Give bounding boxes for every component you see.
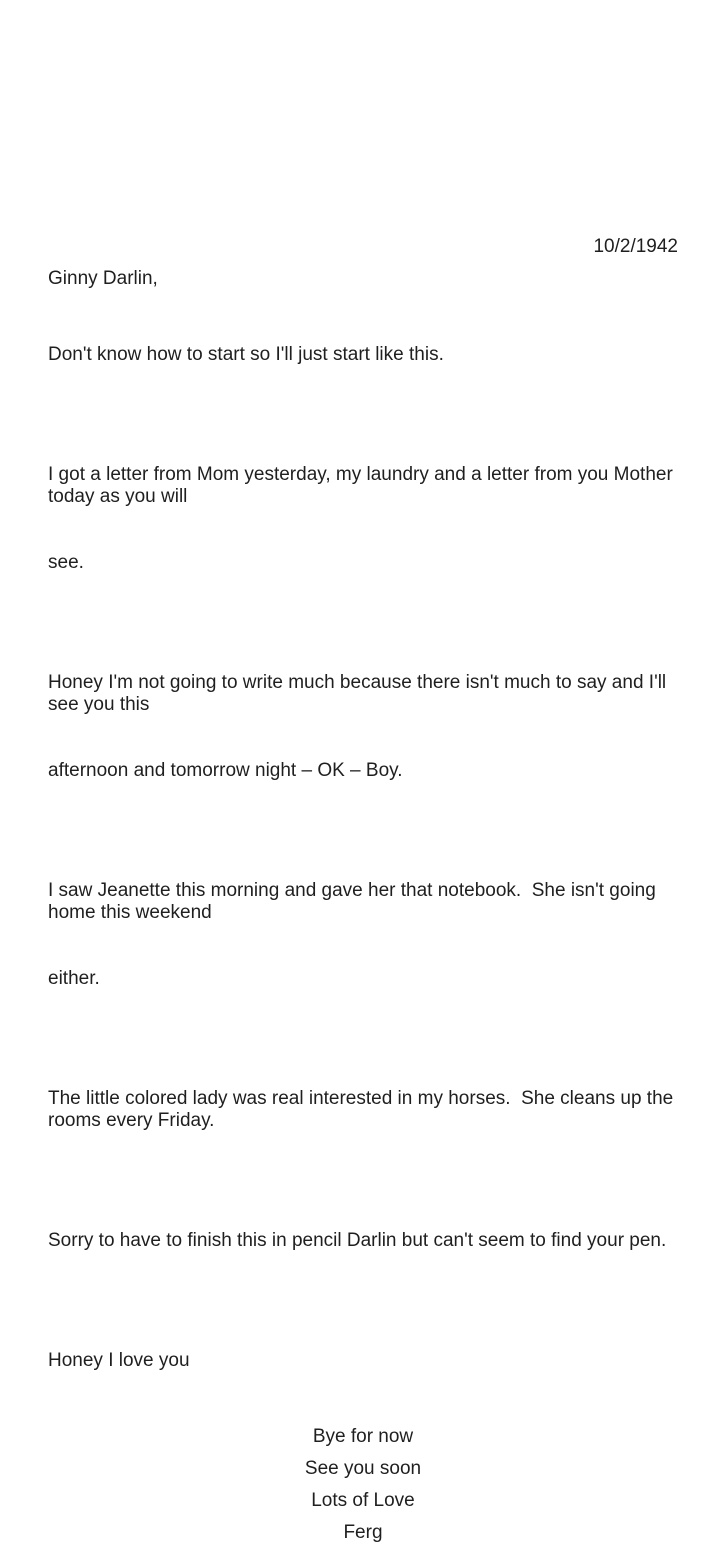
text-line: The little colored lady was real interested in my horses. She cleans up the rooms every Friday.: [48, 1088, 679, 1131]
closing-line: Bye for now: [312, 1426, 414, 1447]
text-line: afternoon and tomorrow night – OK – Boy.: [48, 760, 403, 781]
paragraph: [48, 300, 678, 410]
text-line: see.: [48, 552, 84, 573]
paragraph: [48, 420, 678, 618]
paragraph: [48, 1306, 678, 1416]
paragraph: [48, 628, 678, 826]
text-line: Sorry to have to finish this in pencil Darlin but can't seem to find your pen.: [48, 1230, 667, 1251]
text-line: Honey I love you: [48, 1350, 190, 1371]
text-line: I got a letter from Mom yesterday, my laundry and a letter from you Mother today as you will: [48, 464, 679, 507]
text-line: Don't know how to start so I'll just start like this.: [48, 344, 444, 365]
closing-line: See you soon: [304, 1458, 422, 1479]
paragraph: [48, 1044, 678, 1176]
closing-line: Lots of Love: [311, 1490, 415, 1511]
text-line: I saw Jeanette this morning and gave her that notebook. She isn't going home this weekend: [48, 880, 662, 923]
paragraph: [48, 1186, 678, 1296]
paragraph: [48, 836, 678, 1034]
text-line: Honey I'm not going to write much because there isn't much to say and I'll see you this: [48, 672, 672, 715]
signature-line: Ferg: [343, 1522, 383, 1543]
salutation: Ginny Darlin,: [48, 268, 158, 289]
letter-date: 10/2/1942: [593, 236, 678, 257]
text-line: either.: [48, 968, 100, 989]
